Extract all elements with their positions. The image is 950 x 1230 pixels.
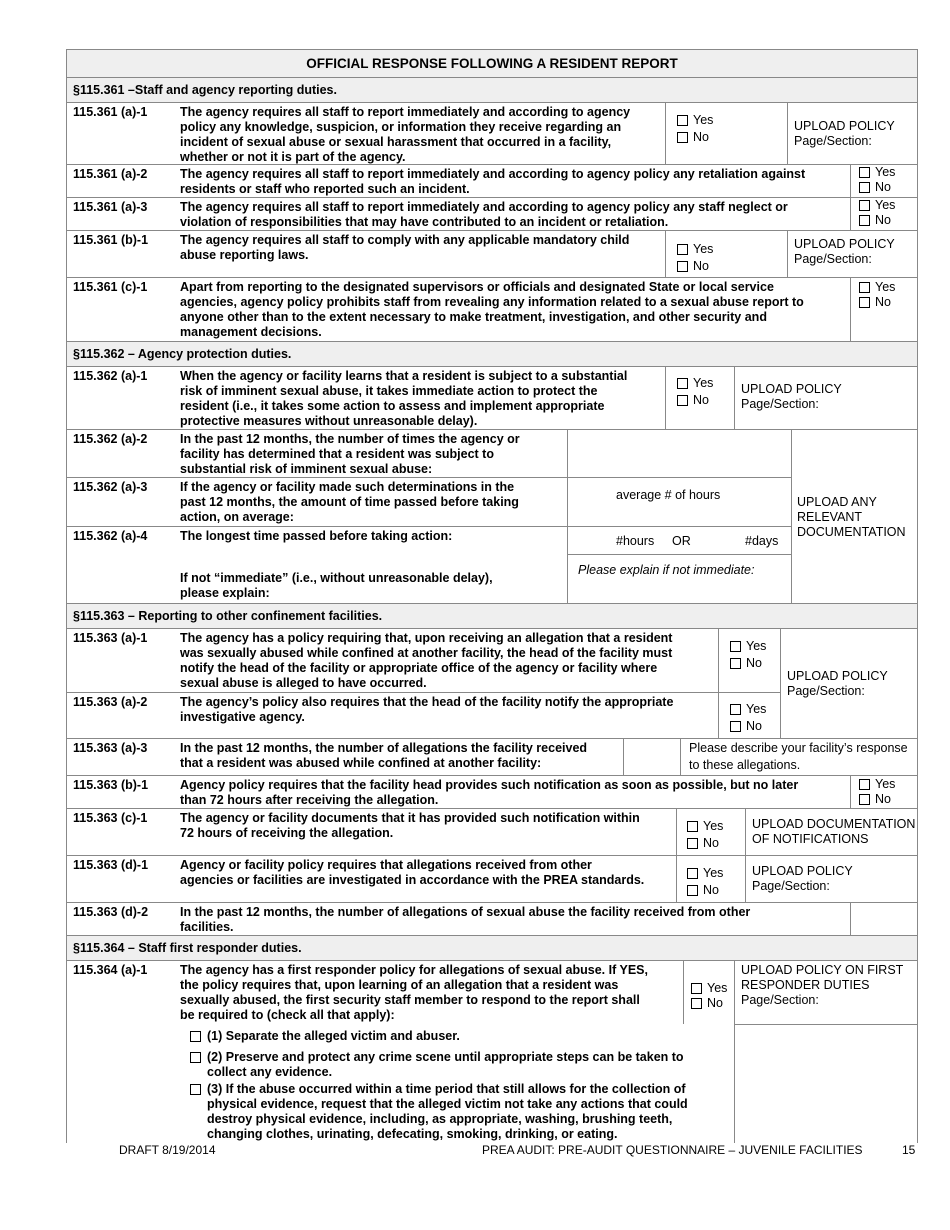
yes-no-group bbox=[859, 777, 895, 807]
section-header-362 bbox=[67, 342, 917, 367]
yes-no-group bbox=[677, 112, 713, 146]
no-checkbox[interactable] bbox=[730, 658, 741, 669]
yes-no-group bbox=[730, 638, 766, 672]
yes-label: Yes bbox=[703, 866, 724, 880]
question-text: The agency’s policy also requires that the head of the facility notify the appropriate investigative agency. bbox=[180, 695, 674, 724]
questionnaire-table bbox=[66, 49, 918, 1143]
yes-no-group bbox=[859, 165, 895, 195]
yes-checkbox[interactable] bbox=[687, 868, 698, 879]
table-title: OFFICIAL RESPONSE FOLLOWING A RESIDENT REPORT bbox=[306, 56, 678, 71]
no-label: No bbox=[875, 295, 891, 309]
upload-policy-field[interactable]: UPLOAD POLICY Page/Section: bbox=[794, 237, 895, 266]
question-text: If the agency or facility made such determinations in the past 12 months, the amount of time passed before taking action, on average: bbox=[180, 480, 519, 524]
yes-checkbox[interactable] bbox=[677, 378, 688, 389]
question-id: 115.363 (b)-1 bbox=[73, 778, 149, 792]
yes-checkbox[interactable] bbox=[730, 704, 741, 715]
checklist-item-1[interactable]: (1) Separate the alleged victim and abuser. bbox=[190, 1029, 460, 1044]
question-text: The agency requires all staff to comply with any applicable mandatory child abuse reporting laws. bbox=[180, 233, 630, 262]
no-label: No bbox=[693, 259, 709, 273]
question-id: 115.361 (b)-1 bbox=[73, 233, 149, 247]
question-id: 115.363 (c)-1 bbox=[73, 811, 148, 825]
question-id: 115.361 (a)-3 bbox=[73, 200, 148, 214]
yes-no-group bbox=[677, 375, 713, 409]
yes-label: Yes bbox=[875, 165, 896, 179]
hours-field[interactable]: #hours bbox=[616, 534, 655, 548]
no-label: No bbox=[707, 996, 723, 1010]
yes-label: Yes bbox=[693, 242, 714, 256]
no-checkbox[interactable] bbox=[691, 998, 702, 1009]
section-header-363 bbox=[67, 604, 917, 629]
section-header-364 bbox=[67, 936, 917, 961]
no-checkbox[interactable] bbox=[859, 182, 870, 193]
yes-no-group bbox=[859, 280, 895, 310]
question-text: The agency or facility documents that it has provided such notification within 72 hours of receiving the allegation. bbox=[180, 811, 640, 840]
footer-document-title: PREA AUDIT: PRE-AUDIT QUESTIONNAIRE – JUVENILE FACILITIES bbox=[482, 1143, 863, 1157]
yes-checkbox[interactable] bbox=[677, 244, 688, 255]
no-label: No bbox=[875, 792, 891, 806]
yes-no-group bbox=[691, 981, 727, 1011]
yes-label: Yes bbox=[875, 280, 896, 294]
explain-field[interactable]: Please explain if not immediate: bbox=[578, 563, 755, 577]
yes-no-group bbox=[859, 198, 895, 228]
no-label: No bbox=[875, 180, 891, 194]
question-row-363-a3 bbox=[67, 739, 917, 776]
question-text: In the past 12 months, the number of allegations of sexual abuse the facility received from other facilities. bbox=[180, 905, 751, 934]
yes-label: Yes bbox=[746, 639, 767, 653]
no-checkbox[interactable] bbox=[859, 297, 870, 308]
footer-draft-date: DRAFT 8/19/2014 bbox=[119, 1143, 216, 1157]
question-text: Agency policy requires that the facility head provides such notification as soon as possible, but no later than 72 hours after receiving the allegation. bbox=[180, 778, 799, 807]
yes-label: Yes bbox=[707, 981, 728, 995]
question-id: 115.361 (a)-2 bbox=[73, 167, 148, 181]
yes-checkbox[interactable] bbox=[859, 167, 870, 178]
question-row-363-d1 bbox=[67, 856, 917, 903]
upload-first-responder-policy[interactable]: UPLOAD POLICY ON FIRST RESPONDER DUTIES Page/Section: bbox=[741, 963, 904, 1007]
question-text: The agency requires all staff to report immediately and according to agency policy any knowledge, suspicion, or information they receive regarding an incident of sexual abuse or sexual harassment that occurred in a facility, whether or not it is part of the agency. bbox=[180, 105, 631, 164]
no-label: No bbox=[746, 656, 762, 670]
question-row-363-a2 bbox=[67, 693, 917, 739]
table-title-row bbox=[67, 50, 917, 78]
yes-label: Yes bbox=[875, 777, 896, 791]
question-row-362-a4 bbox=[67, 527, 917, 604]
question-row-361-b1 bbox=[67, 231, 917, 278]
question-text: Agency or facility policy requires that allegations received from other agencies or facilities are investigated in accordance with the PREA standards. bbox=[180, 858, 645, 887]
yes-label: Yes bbox=[875, 198, 896, 212]
question-row-363-c1 bbox=[67, 809, 917, 856]
yes-checkbox[interactable] bbox=[859, 779, 870, 790]
yes-checkbox[interactable] bbox=[687, 821, 698, 832]
no-checkbox[interactable] bbox=[687, 885, 698, 896]
question-row-362-a1 bbox=[67, 367, 917, 430]
section-header-361 bbox=[67, 78, 917, 103]
question-id: 115.362 (a)-4 bbox=[73, 529, 148, 543]
describe-response-field[interactable]: Please describe your facility’s response to these allegations. bbox=[689, 741, 908, 772]
upload-policy-field[interactable]: UPLOAD POLICY Page/Section: bbox=[787, 669, 888, 698]
section-title: §115.361 –Staff and agency reporting duties. bbox=[73, 83, 337, 97]
checklist-item-3[interactable]: (3) If the abuse occurred within a time period that still allows for the collection of physical evidence, request that the alleged victim not take any actions that could destroy physical evidence, including, as appropriate, washing, brushing teeth, changing clothes, urinating, defecating, smoking, drinking, or eating. bbox=[190, 1082, 688, 1142]
footer-page-number: 15 bbox=[902, 1143, 916, 1157]
yes-no-group bbox=[687, 818, 723, 852]
yes-label: Yes bbox=[693, 376, 714, 390]
no-label: No bbox=[693, 130, 709, 144]
yes-checkbox[interactable] bbox=[730, 641, 741, 652]
checklist-item-2[interactable]: (2) Preserve and protect any crime scene until appropriate steps can be taken to collect any evidence. bbox=[190, 1050, 684, 1080]
yes-checkbox[interactable] bbox=[691, 983, 702, 994]
yes-checkbox[interactable] bbox=[859, 200, 870, 211]
no-label: No bbox=[703, 883, 719, 897]
yes-label: Yes bbox=[693, 113, 714, 127]
question-id: 115.363 (d)-1 bbox=[73, 858, 149, 872]
no-checkbox[interactable] bbox=[677, 132, 688, 143]
no-checkbox[interactable] bbox=[677, 261, 688, 272]
upload-policy-field[interactable]: UPLOAD POLICY Page/Section: bbox=[741, 382, 842, 411]
no-checkbox[interactable] bbox=[677, 395, 688, 406]
yes-no-group bbox=[687, 865, 723, 899]
question-text: Apart from reporting to the designated supervisors or officials and designated State or local service agencies, agency policy prohibits staff from revealing any information related to a sexual abuse report to anyone other than to the extent necessary to make treatment, investigation, and other security and management decisions. bbox=[180, 280, 804, 339]
question-row-361-a1 bbox=[67, 103, 917, 165]
question-id: 115.362 (a)-2 bbox=[73, 432, 148, 446]
average-hours-field[interactable]: average # of hours bbox=[616, 488, 721, 502]
question-text: The longest time passed before taking action: bbox=[180, 529, 453, 543]
question-row-361-a3 bbox=[67, 198, 917, 231]
yes-checkbox[interactable] bbox=[677, 115, 688, 126]
question-row-364-a1 bbox=[67, 961, 917, 1143]
upload-documentation-field[interactable]: UPLOAD DOCUMENTATION OF NOTIFICATIONS bbox=[752, 817, 916, 846]
checkbox[interactable] bbox=[190, 1084, 201, 1095]
question-row-363-d2 bbox=[67, 903, 917, 936]
question-text: The agency requires all staff to report immediately and according to agency policy any retaliation against residents or staff who reported such an incident. bbox=[180, 167, 806, 196]
yes-label: Yes bbox=[703, 819, 724, 833]
checkbox[interactable] bbox=[190, 1052, 201, 1063]
yes-no-group bbox=[677, 241, 713, 275]
no-checkbox[interactable] bbox=[687, 838, 698, 849]
upload-policy-field[interactable]: UPLOAD POLICY Page/Section: bbox=[794, 119, 895, 148]
section-title: §115.362 – Agency protection duties. bbox=[73, 347, 292, 361]
no-label: No bbox=[693, 393, 709, 407]
question-id: 115.363 (d)-2 bbox=[73, 905, 149, 919]
or-label: OR bbox=[672, 534, 691, 548]
question-text: The agency requires all staff to report immediately and according to agency policy any staff neglect or violation of responsibilities that may have contributed to an incident or retaliation. bbox=[180, 200, 788, 229]
no-label: No bbox=[703, 836, 719, 850]
question-id: 115.363 (a)-2 bbox=[73, 695, 148, 709]
no-checkbox[interactable] bbox=[730, 721, 741, 732]
question-row-361-c1 bbox=[67, 278, 917, 342]
question-id: 115.362 (a)-3 bbox=[73, 480, 148, 494]
yes-checkbox[interactable] bbox=[859, 282, 870, 293]
question-id: 115.361 (a)-1 bbox=[73, 105, 148, 119]
yes-no-group bbox=[730, 701, 766, 735]
upload-relevant-documentation[interactable]: UPLOAD ANY RELEVANT DOCUMENTATION bbox=[797, 495, 906, 539]
question-id: 115.364 (a)-1 bbox=[73, 963, 148, 977]
no-label: No bbox=[875, 213, 891, 227]
question-text: The agency has a first responder policy for allegations of sexual abuse. If YES, the policy requires that, upon learning of an allegation that a resident was sexually abused, the first security staff member to respond to the report shall be required to (check all that apply): bbox=[180, 963, 648, 1022]
days-field[interactable]: #days bbox=[745, 534, 779, 548]
question-id: 115.363 (a)-1 bbox=[73, 631, 148, 645]
question-text: The agency has a policy requiring that, upon receiving an allegation that a resident was sexually abused while confined at another facility, the head of the facility must notify the head of the facility or appropriate office of the agency or facility where sexual abuse is alleged to have occurred. bbox=[180, 631, 673, 690]
no-label: No bbox=[746, 719, 762, 733]
question-row-362-a2 bbox=[67, 430, 917, 477]
no-checkbox[interactable] bbox=[859, 215, 870, 226]
explain-prompt: If not “immediate” (i.e., without unreasonable delay), please explain: bbox=[180, 571, 493, 600]
upload-policy-field[interactable]: UPLOAD POLICY Page/Section: bbox=[752, 864, 853, 893]
section-title: §115.364 – Staff first responder duties. bbox=[73, 941, 302, 955]
yes-label: Yes bbox=[746, 702, 767, 716]
no-checkbox[interactable] bbox=[859, 794, 870, 805]
question-id: 115.362 (a)-1 bbox=[73, 369, 148, 383]
question-id: 115.361 (c)-1 bbox=[73, 280, 148, 294]
checkbox[interactable] bbox=[190, 1031, 201, 1042]
question-text: When the agency or facility learns that a resident is subject to a substantial risk of imminent sexual abuse, it takes immediate action to protect the resident (i.e., it takes some action to assess and implement appropriate protective measures without unreasonable delay). bbox=[180, 369, 628, 428]
question-row-363-b1 bbox=[67, 776, 917, 809]
question-id: 115.363 (a)-3 bbox=[73, 741, 148, 755]
question-text: In the past 12 months, the number of allegations the facility received that a resident was abused while confined at another facility: bbox=[180, 741, 588, 770]
question-row-362-a3 bbox=[67, 478, 917, 526]
question-text: In the past 12 months, the number of times the agency or facility has determined that a resident was subject to substantial risk of imminent sexual abuse: bbox=[180, 432, 520, 476]
question-row-361-a2 bbox=[67, 165, 917, 198]
section-title: §115.363 – Reporting to other confinement facilities. bbox=[73, 609, 383, 623]
